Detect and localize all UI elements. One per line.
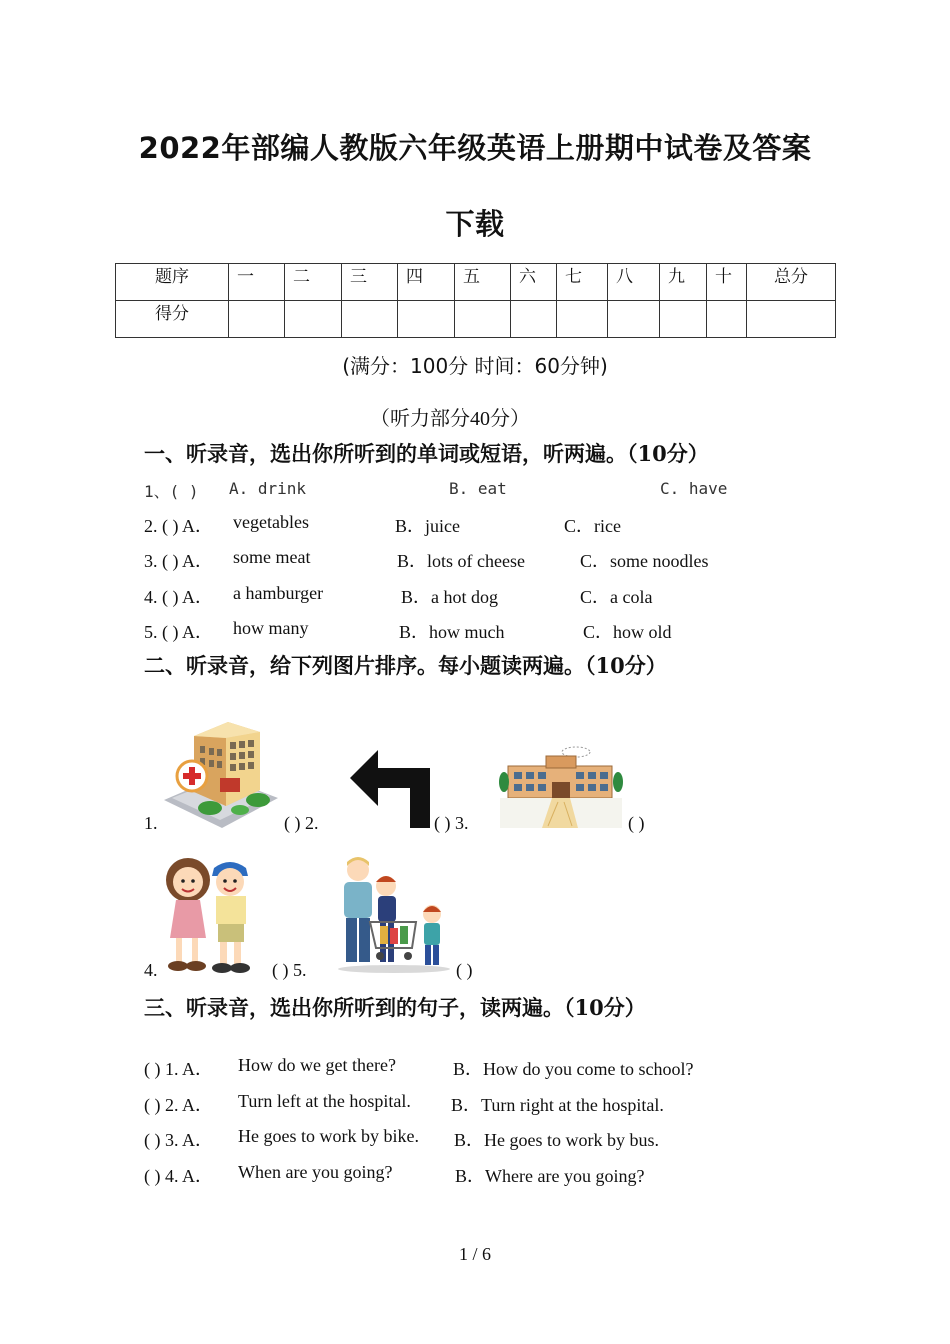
score-cell[interactable] (285, 301, 342, 338)
s3-q4-number: ( ) 4. A． (144, 1166, 213, 1186)
listening-part-heading: （听力部分40分） (370, 408, 530, 430)
full-marks-line: (满分：100分 时间：60分钟) (342, 354, 608, 378)
q2-option-c: C．rice (564, 516, 621, 536)
s3-q4-option-a: When are you going? (238, 1162, 393, 1182)
picture3-blank: ( ) (628, 813, 645, 833)
q4-option-a: a hamburger (233, 583, 324, 603)
q5-number: 5. ( ) A． (144, 622, 213, 642)
score-cell[interactable] (342, 301, 398, 338)
q4-option-b: B．a hot dog (401, 587, 498, 607)
q4-option-c: C．a cola (580, 587, 653, 607)
s3-q3-option-b: B．He goes to work by bus. (454, 1130, 659, 1150)
header-cell: 四 (398, 264, 455, 301)
s3-q3-option-a: He goes to work by bike. (238, 1126, 419, 1146)
s3-q1-number: ( ) 1. A． (144, 1059, 213, 1079)
q1-option-c: C. have (660, 479, 728, 498)
score-cell[interactable] (511, 301, 557, 338)
header-cell: 二 (285, 264, 342, 301)
s3-q2-option-a: Turn left at the hospital. (238, 1091, 411, 1111)
score-cell[interactable] (608, 301, 660, 338)
score-cell[interactable] (455, 301, 511, 338)
header-cell: 十 (707, 264, 747, 301)
score-cell[interactable] (557, 301, 608, 338)
s3-q4-option-b: B．Where are you going? (455, 1166, 645, 1186)
score-table-header-row (116, 264, 836, 301)
header-cell: 八 (608, 264, 660, 301)
s3-q2-option-b: B．Turn right at the hospital. (451, 1095, 664, 1115)
school-picture (498, 742, 624, 830)
score-cell[interactable] (398, 301, 455, 338)
q3-option-a: some meat (233, 547, 311, 567)
header-cell: 六 (511, 264, 557, 301)
q4-number: 4. ( ) A． (144, 587, 213, 607)
q5-option-c: C．how old (583, 622, 672, 642)
picture1-blank: ( ) 2. (284, 813, 319, 833)
kids-walking-picture (162, 856, 256, 976)
header-cell: 七 (557, 264, 608, 301)
score-cell[interactable] (747, 301, 836, 338)
family-shopping-picture (336, 856, 454, 974)
section2-heading: 二、听录音，给下列图片排序。每小题读两遍。（10分） (144, 653, 667, 678)
page-number: 1 / 6 (458, 1244, 491, 1264)
document-title-line2: 下载 (445, 207, 505, 241)
hospital-picture (162, 718, 280, 830)
picture4-number: 4. (144, 960, 158, 980)
header-cell: 九 (660, 264, 707, 301)
s3-q1-option-b: B．How do you come to school? (453, 1059, 694, 1079)
q1-number: 1、( ) (144, 482, 199, 501)
score-table-score-row (116, 301, 836, 338)
s3-q3-number: ( ) 3. A． (144, 1130, 213, 1150)
picture4-blank: ( ) 5. (272, 960, 307, 980)
score-cell[interactable] (707, 301, 747, 338)
q2-number: 2. ( ) A． (144, 516, 213, 536)
picture5-blank: ( ) (456, 960, 473, 980)
q3-number: 3. ( ) A． (144, 551, 213, 571)
q5-option-b: B．how much (399, 622, 505, 642)
section3-heading: 三、听录音，选出你所听到的句子，读两遍。（10分） (144, 995, 646, 1020)
section1-heading: 一、听录音，选出你所听到的单词或短语，听两遍。（10分） (144, 441, 709, 466)
q2-option-a: vegetables (233, 512, 309, 532)
header-cell: 总分 (747, 264, 836, 301)
header-cell: 三 (342, 264, 398, 301)
q3-option-c: C．some noodles (580, 551, 709, 571)
s3-q1-option-a: How do we get there? (238, 1055, 396, 1075)
q5-option-a: how many (233, 618, 309, 638)
header-cell: 一 (229, 264, 285, 301)
turn-left-arrow-picture (348, 748, 432, 828)
score-cell[interactable] (229, 301, 285, 338)
header-cell: 五 (455, 264, 511, 301)
document-title-line1: 2022年部编人教版六年级英语上册期中试卷及答案 (138, 131, 812, 165)
s3-q2-number: ( ) 2. A． (144, 1095, 213, 1115)
q2-option-b: B．juice (395, 516, 460, 536)
row-label-cell: 得分 (116, 301, 229, 338)
score-table (115, 263, 836, 338)
q1-option-a: A. drink (229, 479, 307, 498)
q1-option-b: B. eat (449, 479, 507, 498)
picture1-number: 1. (144, 813, 158, 833)
score-cell[interactable] (660, 301, 707, 338)
picture2-blank: ( ) 3. (434, 813, 469, 833)
header-cell: 题序 (116, 264, 229, 301)
q3-option-b: B．lots of cheese (397, 551, 525, 571)
